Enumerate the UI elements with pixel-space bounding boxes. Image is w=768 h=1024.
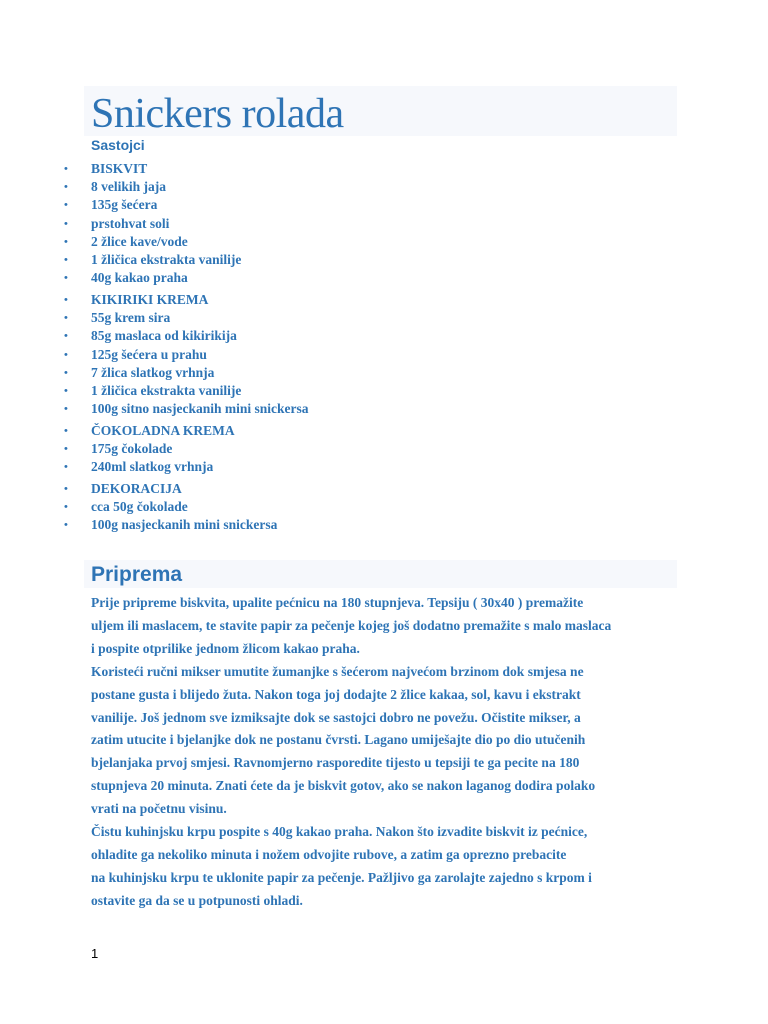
preparation-line: Koristeći ručni mikser umutite žumanjke s šećerom najvećom brzinom dok smjesa ne bbox=[91, 663, 584, 679]
ingredient-item bbox=[0, 309, 700, 327]
ingredient-item bbox=[0, 346, 700, 364]
ingredient-item bbox=[0, 233, 700, 251]
ingredient-text: BISKVIT bbox=[91, 161, 148, 176]
ingredient-item bbox=[0, 382, 700, 400]
preparation-heading: Priprema bbox=[91, 563, 183, 586]
preparation-text bbox=[91, 592, 691, 913]
preparation-line: Prije pripreme biskvita, upalite pećnicu na 180 stupnjeva. Tepsiju ( 30x40 ) premažite bbox=[91, 595, 584, 610]
bullet-icon: • bbox=[64, 330, 68, 343]
ingredient-text: prstohvat soli bbox=[91, 215, 170, 231]
ingredient-item bbox=[0, 498, 700, 516]
preparation-line: vrati na početnu visinu. bbox=[91, 801, 227, 817]
ingredient-text: 2 žlice kave/vode bbox=[91, 233, 188, 249]
ingredients-heading: Sastojci bbox=[91, 137, 145, 153]
ingredient-item bbox=[0, 458, 700, 476]
preparation-line: na kuhinjsku krpu te uklonite papir za pečenje. Pažljivo ga zarolajte zajedno s krpom i bbox=[91, 869, 592, 885]
ingredient-item bbox=[0, 178, 700, 196]
bullet-icon: • bbox=[64, 461, 68, 474]
page-number: 1 bbox=[91, 946, 99, 961]
preparation-line: ohladite ga nekoliko minuta i nožem odvojite rubove, a zatim ga oprezno prebacite bbox=[91, 846, 567, 862]
ingredient-text: 7 žlica slatkog vrhnja bbox=[91, 364, 215, 380]
bullet-icon: • bbox=[64, 181, 68, 194]
ingredient-section-heading bbox=[0, 160, 700, 178]
preparation-line: ostavite ga da se u potpunosti ohladi. bbox=[91, 892, 303, 908]
ingredient-item bbox=[0, 269, 700, 287]
ingredient-item bbox=[0, 440, 700, 458]
ingredient-text: DEKORACIJA bbox=[91, 480, 182, 496]
ingredient-text: 240ml slatkog vrhnja bbox=[91, 459, 214, 475]
ingredient-section-heading bbox=[0, 422, 700, 440]
preparation-line: zatim utucite i bjelanjke dok ne postanu čvrsti. Lagano umiješajte dio po dio utučenih bbox=[91, 732, 586, 748]
ingredient-item bbox=[0, 196, 700, 214]
ingredient-item bbox=[0, 364, 700, 382]
bullet-icon: • bbox=[64, 199, 68, 212]
ingredient-item bbox=[0, 215, 700, 233]
bullet-icon: • bbox=[64, 424, 68, 437]
bullet-icon: • bbox=[64, 272, 68, 285]
preparation-line: vanilije. Još jednom sve izmiksajte dok se sastojci dobro ne povežu. Očistite mikser, a bbox=[91, 709, 581, 725]
preparation-line: i pospite otprilike jednom žlicom kakao praha. bbox=[91, 640, 360, 656]
bullet-icon: • bbox=[64, 293, 68, 306]
ingredient-text: 135g šećera bbox=[91, 197, 158, 213]
ingredient-item bbox=[0, 516, 700, 534]
preparation-line: bjelanjaka prvoj smjesi. Ravnomjerno rasporedite tijesto u tepsiji te ga pecite na 180 bbox=[91, 755, 580, 771]
ingredient-text: 55g krem sira bbox=[91, 310, 171, 326]
ingredient-text: 100g nasjeckanih mini snickersa bbox=[91, 517, 278, 533]
ingredient-text: 85g maslaca od kikirikija bbox=[91, 328, 237, 344]
ingredient-item bbox=[0, 400, 700, 418]
ingredient-text: 1 žličica ekstrakta vanilije bbox=[91, 252, 242, 268]
bullet-icon: • bbox=[64, 403, 68, 416]
ingredient-text: 8 velikih jaja bbox=[91, 179, 167, 195]
ingredient-section-heading bbox=[0, 480, 700, 498]
bullet-icon: • bbox=[64, 254, 68, 267]
ingredient-text: 1 žličica ekstrakta vanilije bbox=[91, 382, 242, 398]
ingredient-text: KIKIRIKI KREMA bbox=[91, 291, 209, 307]
bullet-icon: • bbox=[64, 501, 68, 514]
ingredient-text: 100g sitno nasjeckanih mini snickersa bbox=[91, 401, 309, 417]
preparation-line: postane gusta i blijedo žuta. Nakon toga joj dodajte 2 žlice kakaa, sol, kavu i ekstrakt bbox=[91, 686, 581, 702]
preparation-line: Čistu kuhinjsku krpu pospite s 40g kakao praha. Nakon što izvadite biskvit iz pećnice, bbox=[91, 824, 588, 840]
ingredient-item bbox=[0, 327, 700, 345]
bullet-icon: • bbox=[64, 443, 68, 456]
bullet-icon: • bbox=[64, 384, 68, 397]
bullet-icon: • bbox=[64, 366, 68, 379]
ingredient-text: 125g šećera u prahu bbox=[91, 346, 207, 362]
ingredient-text: cca 50g čokolade bbox=[91, 499, 188, 515]
bullet-icon: • bbox=[64, 482, 68, 495]
preparation-line: stupnjeva 20 minuta. Znati ćete da je biskvit gotov, ako se nakon laganog dodira polako bbox=[91, 778, 596, 794]
ingredient-text: ČOKOLADNA KREMA bbox=[91, 422, 235, 438]
document-title: Snickers rolada bbox=[91, 91, 344, 137]
ingredients-list bbox=[0, 160, 700, 535]
bullet-icon: • bbox=[64, 163, 68, 175]
ingredient-item bbox=[0, 251, 700, 269]
ingredient-text: 175g čokolade bbox=[91, 441, 173, 457]
bullet-icon: • bbox=[64, 348, 68, 361]
preparation-line: uljem ili maslacem, te stavite papir za pečenje kojeg još dodatno premažite s malo maslaca bbox=[91, 617, 612, 633]
bullet-icon: • bbox=[64, 235, 68, 248]
bullet-icon: • bbox=[64, 217, 68, 230]
ingredient-section-heading bbox=[0, 291, 700, 309]
bullet-icon: • bbox=[64, 312, 68, 325]
bullet-icon: • bbox=[64, 519, 68, 532]
ingredient-text: 40g kakao praha bbox=[91, 270, 188, 286]
